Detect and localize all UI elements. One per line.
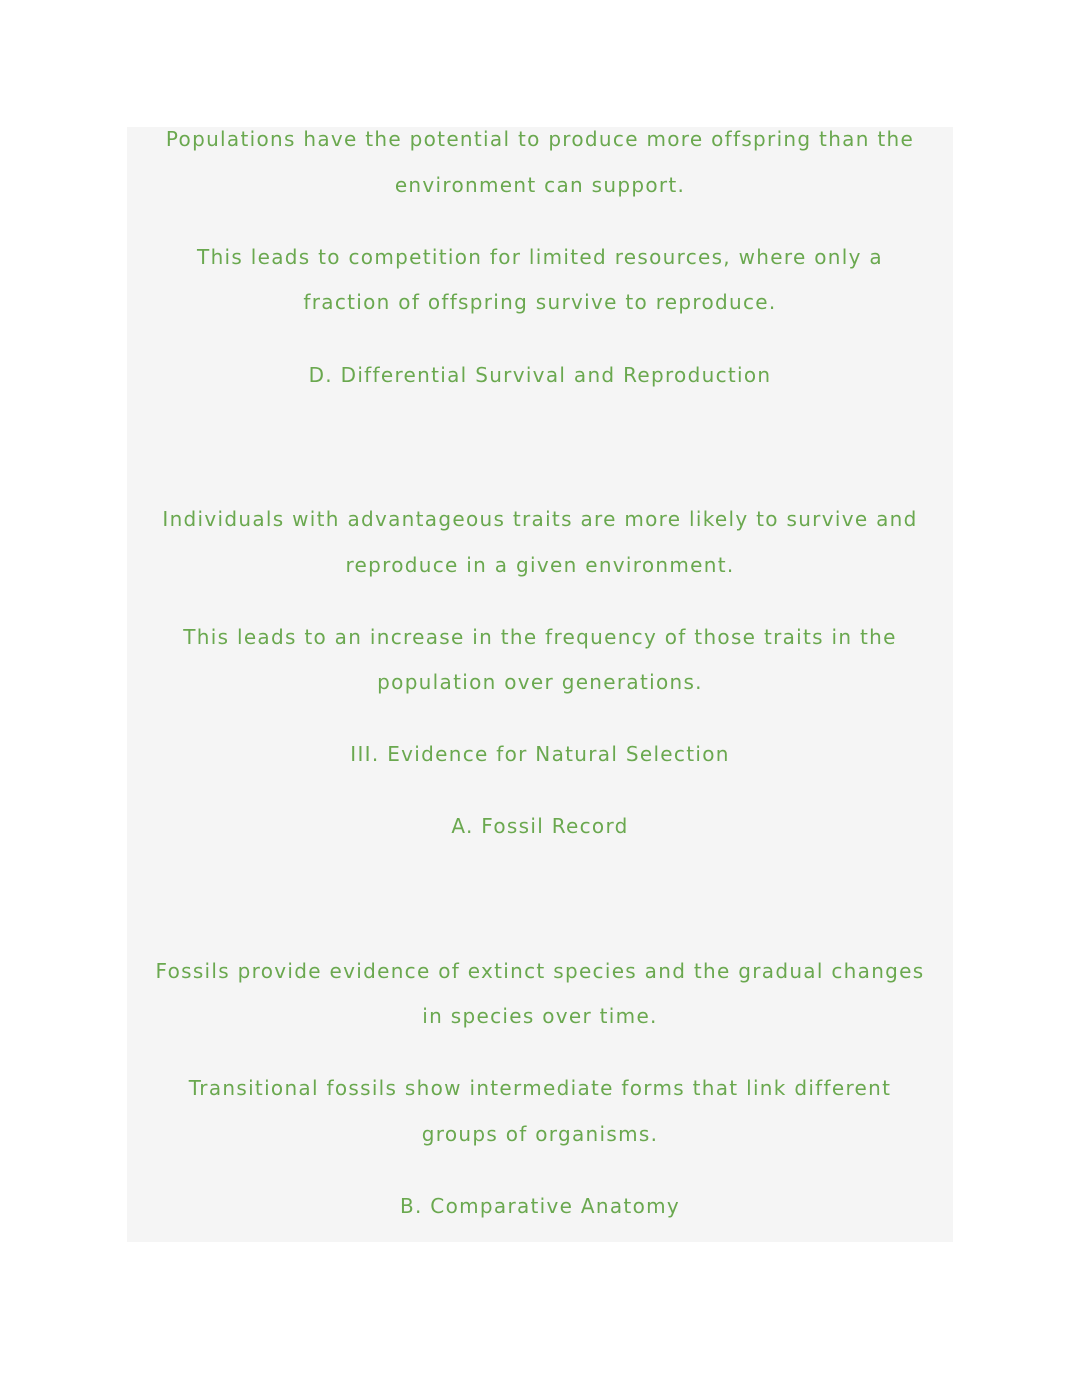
paragraph-line: reproduce in a given environment. <box>345 553 735 577</box>
section-heading: D. Differential Survival and Reproduction <box>308 363 772 387</box>
paragraph-line: This leads to an increase in the frequency of those traits in the <box>183 625 897 649</box>
paragraph-line: Transitional fossils show intermediate forms that link different <box>188 1076 892 1100</box>
paragraph-line: groups of organisms. <box>421 1122 659 1146</box>
paragraph-line: This leads to competition for limited resources, where only a <box>197 245 883 269</box>
subsection-heading: B. Comparative Anatomy <box>399 1194 681 1218</box>
paragraph-line: Individuals with advantageous traits are more likely to survive and <box>162 507 918 531</box>
paragraph-line: fraction of offspring survive to reproduce. <box>303 290 777 314</box>
subsection-heading: A. Fossil Record <box>451 814 629 838</box>
paragraph-line: Fossils provide evidence of extinct species and the gradual changes <box>155 959 925 983</box>
paragraph-line: environment can support. <box>394 173 686 197</box>
paragraph-line: population over generations. <box>377 670 703 694</box>
paragraph-line: in species over time. <box>422 1004 658 1028</box>
section-heading: III. Evidence for Natural Selection <box>350 742 730 766</box>
paragraph-line: Populations have the potential to produce more offspring than the <box>165 127 915 151</box>
